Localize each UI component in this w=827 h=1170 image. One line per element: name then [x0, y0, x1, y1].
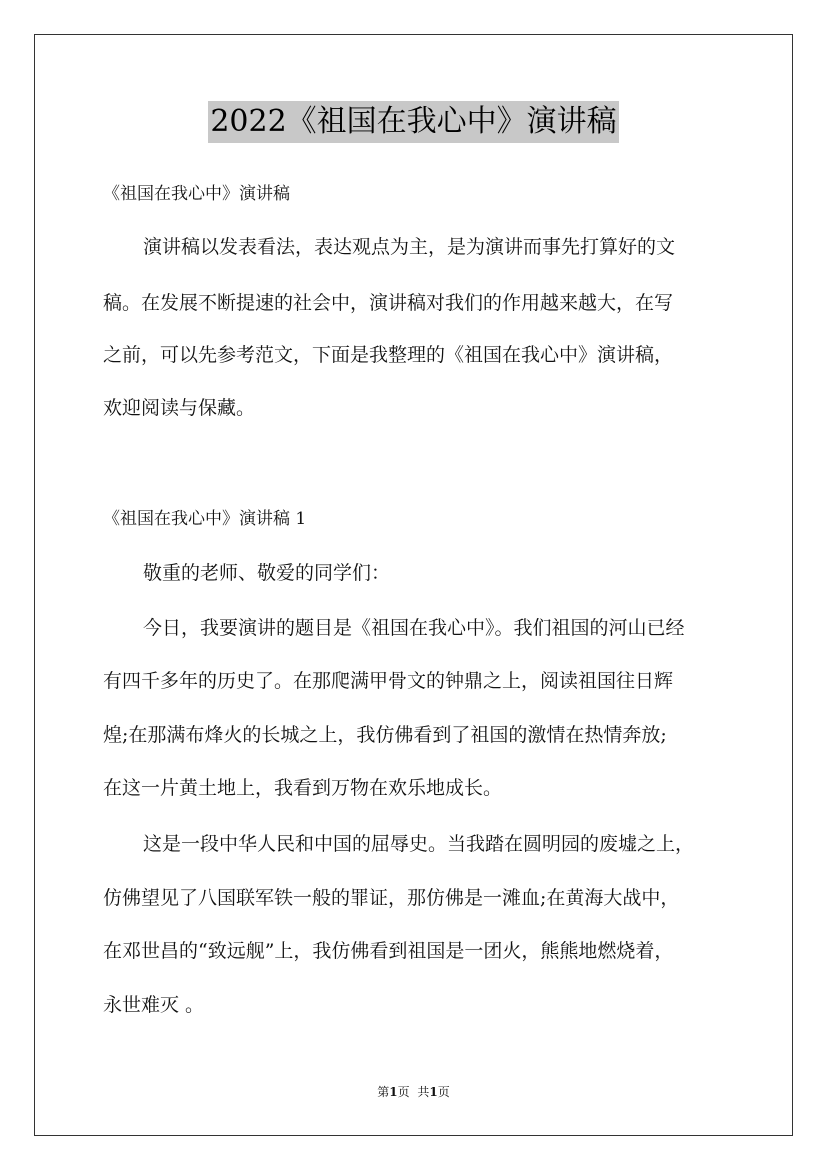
total-number: 1 [429, 1085, 438, 1099]
para2-line-2: 仿佛望见了八国联军铁一般的罪证，那仿佛是一滩血;在黄海大战中， [103, 887, 680, 909]
document-title-wrapper [0, 101, 827, 143]
para1-line-1: 今日，我要演讲的题目是《祖国在我心中》。我们祖国的河山已经 [143, 617, 685, 639]
intro-line-1: 演讲稿以发表看法，表达观点为主，是为演讲而事先打算好的文 [143, 236, 676, 258]
para1-line-2: 有四千多年的历史了。在那爬满甲骨文的钟鼎之上，阅读祖国往日辉 [103, 670, 674, 692]
total-suffix: 页 [437, 1085, 450, 1099]
para2-line-1: 这是一段中华人民和中国的屈辱史。当我踏在圆明园的废墟之上， [143, 833, 695, 855]
greeting: 敬重的老师、敬爱的同学们： [143, 562, 391, 584]
para1-line-4: 在这一片黄土地上，我看到万物在欢乐地成长。 [103, 777, 503, 799]
total-prefix: 共 [417, 1085, 430, 1099]
page-number: 1 [389, 1085, 398, 1099]
intro-line-4: 欢迎阅读与保藏。 [103, 397, 256, 419]
page-suffix: 页 [397, 1085, 410, 1099]
intro-line-3: 之前，可以先参考范文，下面是我整理的《祖国在我心中》演讲稿， [103, 344, 674, 366]
para2-line-4: 永世难灭 。 [103, 994, 205, 1016]
page-prefix: 第 [377, 1085, 390, 1099]
page-footer [0, 1084, 827, 1100]
intro-line-2: 稿。在发展不断提速的社会中，演讲稿对我们的作用越来越大，在写 [103, 292, 674, 314]
para1-line-3: 煌;在那满布烽火的长城之上，我仿佛看到了祖国的激情在热情奔放; [103, 724, 667, 746]
document-subtitle: 《祖国在我心中》演讲稿 [103, 184, 290, 204]
section-heading: 《祖国在我心中》演讲稿 1 [103, 509, 307, 529]
para2-line-3: 在邓世昌的“致远舰”上，我仿佛看到祖国是一团火，熊熊地燃烧着， [103, 940, 674, 962]
document-title: 2022《祖国在我心中》演讲稿 [208, 101, 618, 143]
